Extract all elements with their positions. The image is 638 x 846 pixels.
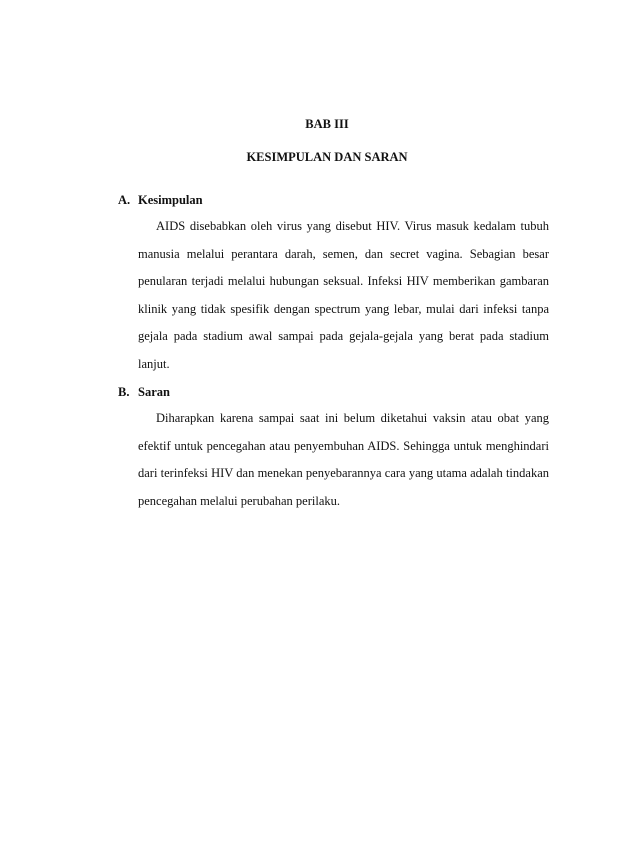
section-title: Kesimpulan (138, 193, 203, 207)
saran-paragraph: Diharapkan karena sampai saat ini belum diketahui vaksin atau obat yang efektif untuk pencegahan atau penyembuhan AIDS. Sehingga untuk menghindari dari terinfeksi HIV dan menekan penyebarannya cara yang utama adalah tindakan pencegahan melalui perubahan perilaku. (138, 411, 549, 508)
section-heading-saran (118, 385, 170, 400)
chapter-title: KESIMPULAN DAN SARAN (246, 150, 408, 164)
section-marker: A. (118, 193, 131, 207)
section-heading-kesimpulan (118, 193, 203, 208)
chapter-number: BAB III (305, 117, 349, 131)
kesimpulan-paragraph: AIDS disebabkan oleh virus yang disebut HIV. Virus masuk kedalam tubuh manusia melalui perantara darah, semen, dan secret vagina. Sebagian besar penularan terjadi melalui hubungan seksual. Infeksi HIV memberikan gambaran klinik yang tidak spesifik dengan spectrum yang lebar, mulai dari infeksi tanpa gejala pada stadium awal sampai pada gejala-gejala yang berat pada stadium lanjut. (138, 219, 549, 371)
section-marker: B. (118, 385, 130, 399)
section-title: Saran (138, 385, 170, 399)
